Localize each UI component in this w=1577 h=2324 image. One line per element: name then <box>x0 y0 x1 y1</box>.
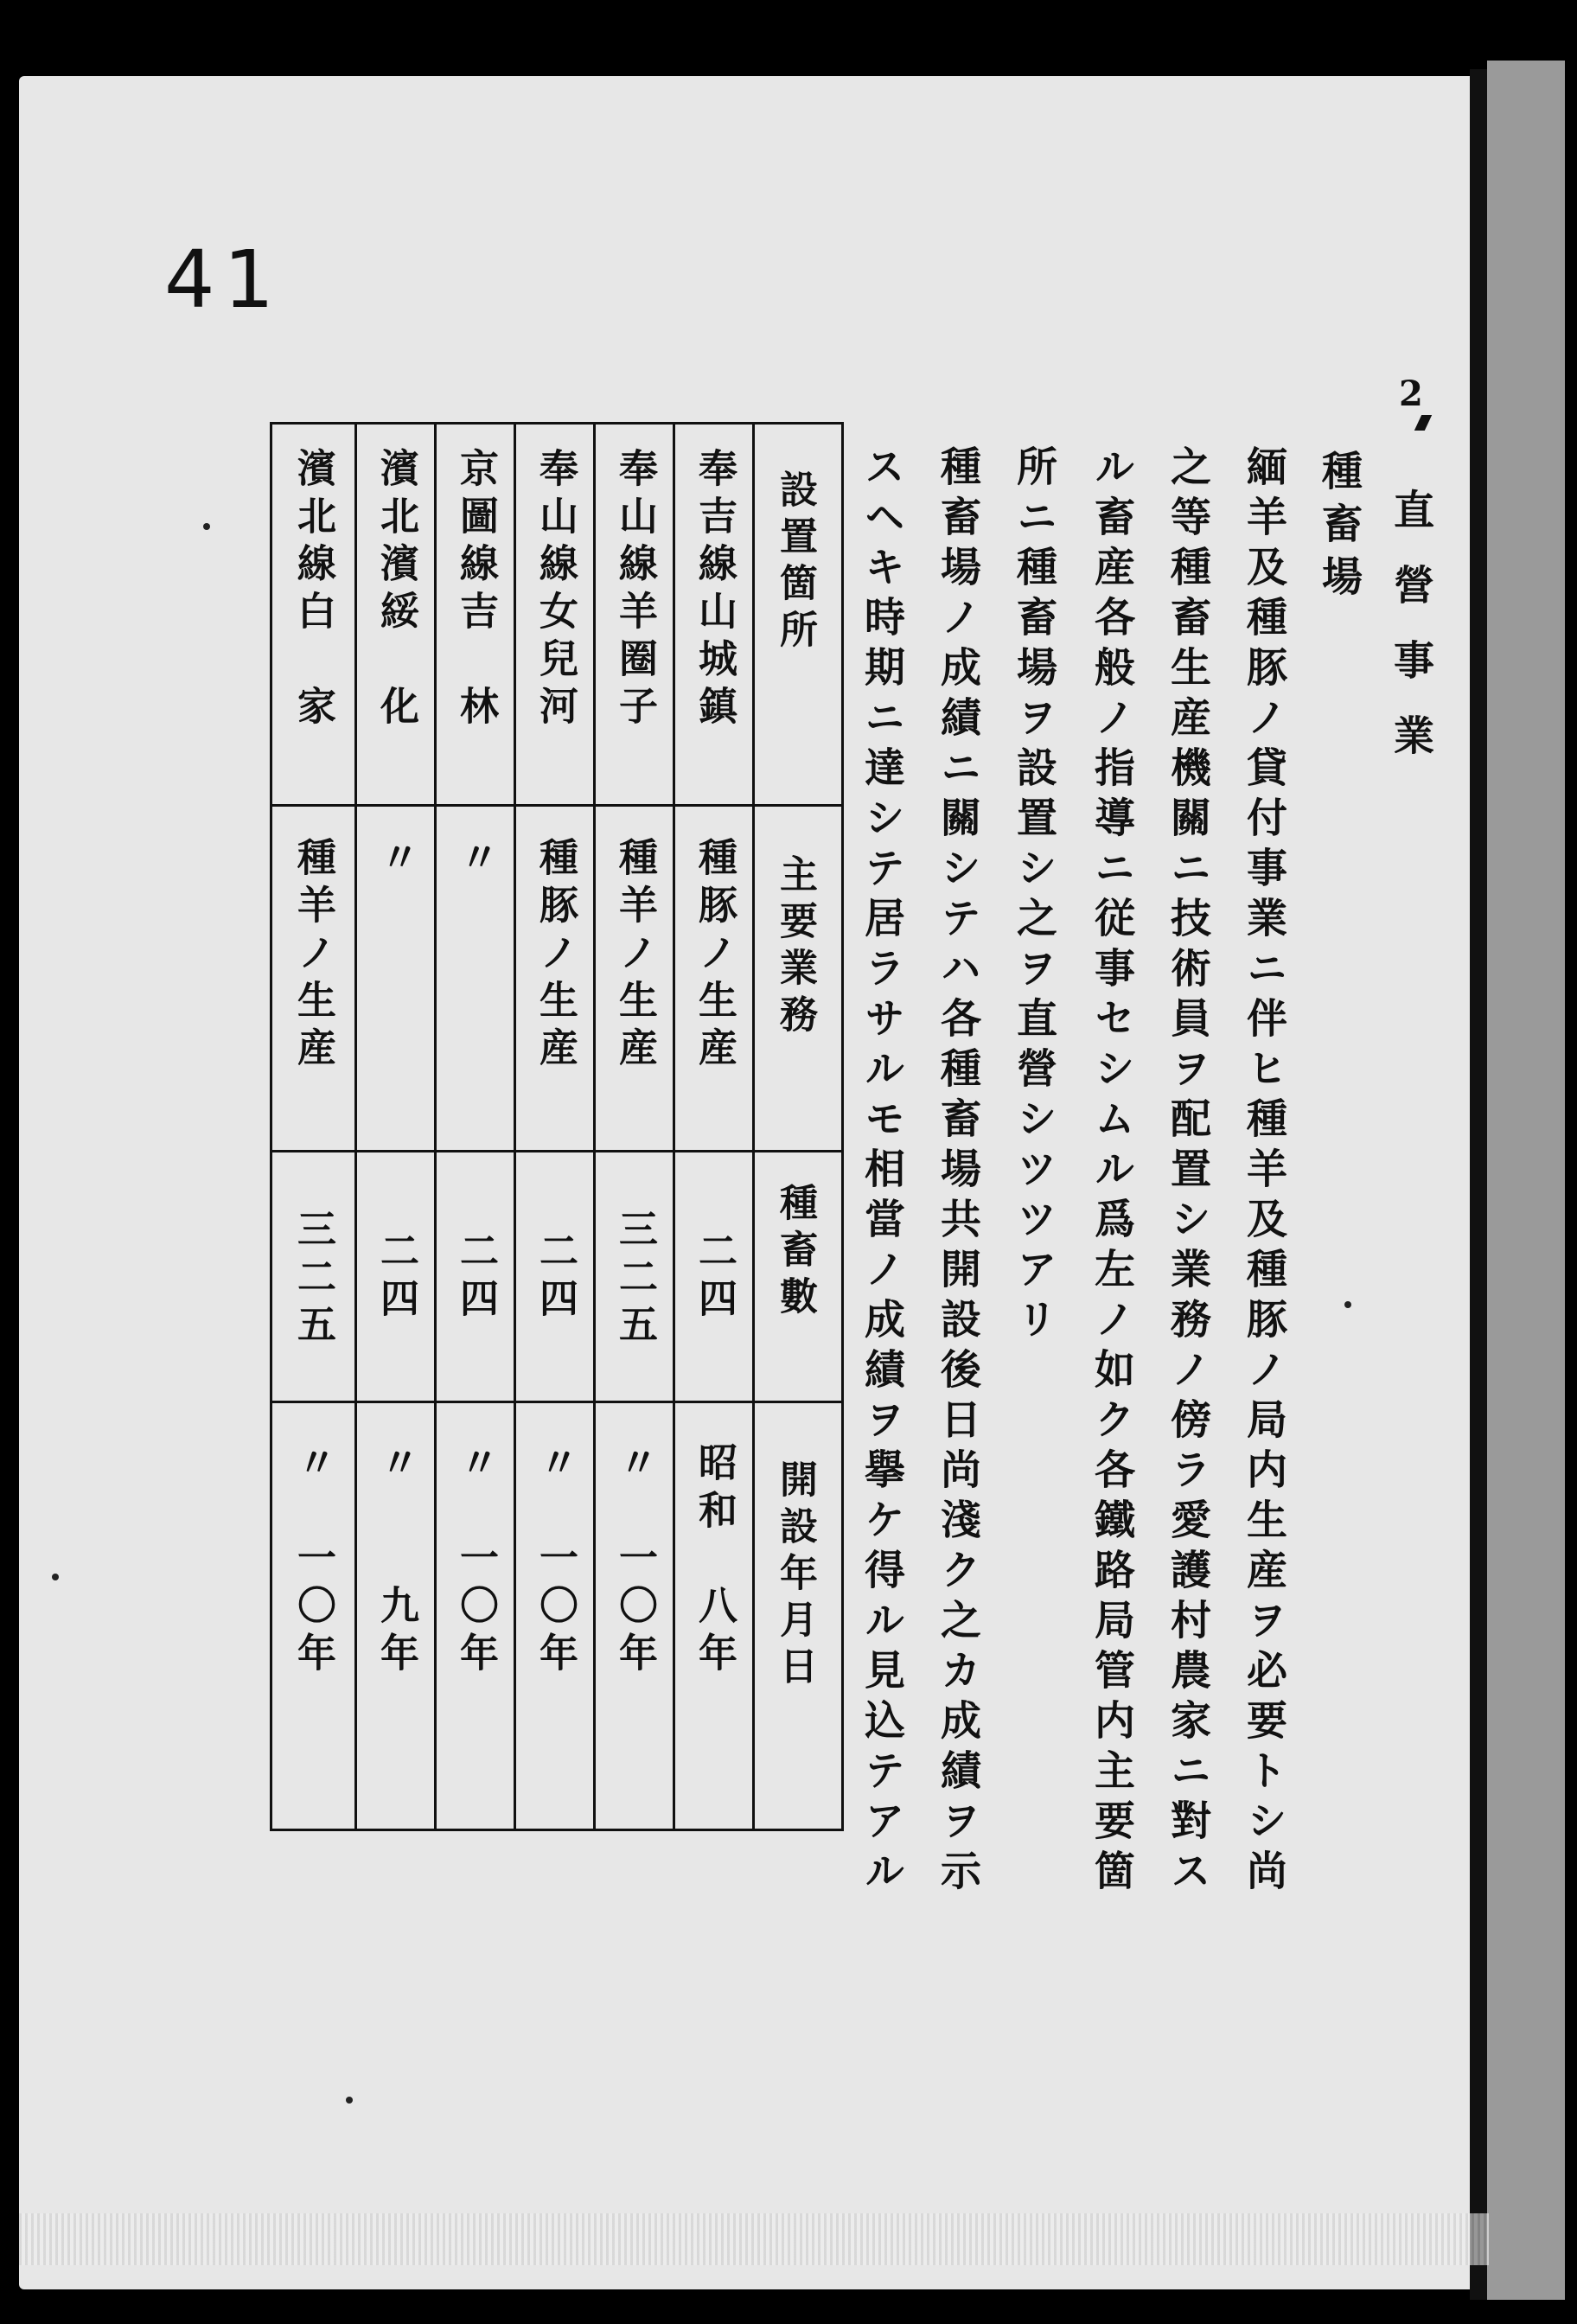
table-border <box>270 422 272 1831</box>
scan-speck <box>203 523 210 530</box>
table-divider <box>673 422 675 1831</box>
section-title: 直營事業 <box>1387 488 1434 789</box>
table-cell-count: 三二五 <box>612 1209 658 1351</box>
body-line: 緬羊及種豚ノ貸付事業ニ伴ヒ種羊及種豚ノ局内生産ヲ必要トシ尚 <box>1240 445 1287 1899</box>
table-cell-date: 〃 一〇年 <box>533 1442 578 1680</box>
scan-speck <box>1344 1301 1351 1308</box>
header-location: 設置箇所 <box>773 469 817 656</box>
table-cell-date: 〃 一〇年 <box>453 1442 499 1680</box>
table-cell-count: 二四 <box>692 1230 737 1325</box>
header-main-business: 主要業務 <box>773 854 817 1041</box>
table-cell-location: 濱北線白 家 <box>290 448 336 733</box>
table-cell-location: 奉吉線山城鎮 <box>692 448 737 733</box>
section-number: 2 <box>1399 374 1423 414</box>
table-cell-count: 二四 <box>374 1230 419 1325</box>
body-line: 種畜場ノ成績ニ關シテハ各種畜場共開設後日尚淺ク之カ成績ヲ示 <box>934 445 981 1899</box>
header-opening-date: 開設年月日 <box>773 1459 817 1693</box>
page-number: 41 <box>164 233 284 326</box>
body-line: スヘキ時期ニ達シテ居ラサルモ相當ノ成績ヲ擧ケ得ル見込テアル <box>858 445 905 1899</box>
table-divider <box>514 422 516 1831</box>
table-cell-location: 京圖線吉 林 <box>453 448 499 733</box>
header-stock-count: 種畜數 <box>773 1183 817 1323</box>
scan-noise <box>19 2213 1489 2265</box>
table-divider <box>354 422 357 1831</box>
body-line: 所ニ種畜場ヲ設置シ之ヲ直營シツツアリ <box>1010 445 1057 1348</box>
table-cell-business: 種豚ノ生産 <box>533 837 578 1075</box>
table-divider <box>593 422 596 1831</box>
table-divider <box>752 422 755 1831</box>
body-line: ル畜産各般ノ指導ニ従事セシムル爲左ノ如ク各鐵路局管内主要箇 <box>1088 445 1135 1899</box>
table-divider <box>434 422 437 1831</box>
table-cell-count: 三二五 <box>290 1209 336 1351</box>
table-cell-business: 〃 <box>374 837 419 884</box>
table-cell-business: 〃 <box>453 837 499 884</box>
page-edge-shadow <box>1470 69 1489 2300</box>
table-cell-date: 〃 一〇年 <box>290 1442 336 1680</box>
table-cell-date: 昭和 八年 <box>692 1442 737 1680</box>
table-cell-location: 奉山線女兒河 <box>533 448 578 733</box>
scan-speck <box>52 1574 59 1580</box>
table-cell-count: 二四 <box>453 1230 499 1325</box>
table-cell-business: 種豚ノ生産 <box>692 837 737 1075</box>
table-border <box>841 422 844 1831</box>
scan-speck <box>346 2097 353 2104</box>
table-cell-date: 〃 九年 <box>374 1442 419 1680</box>
body-line: 之等種畜生産機關ニ技術員ヲ配置シ業務ノ傍ラ愛護村農家ニ對ス <box>1164 445 1211 1899</box>
breeding-station-table <box>270 422 844 1831</box>
table-cell-date: 〃 一〇年 <box>612 1442 658 1680</box>
table-cell-location: 奉山線羊圈子 <box>612 448 658 733</box>
table-cell-count: 二四 <box>533 1230 578 1325</box>
table-cell-location: 濱北濱綏 化 <box>374 448 419 733</box>
table-cell-business: 種羊ノ生産 <box>612 837 658 1075</box>
subsection-title: 種畜場 <box>1315 450 1363 608</box>
page-edge <box>1487 61 1565 2300</box>
table-cell-business: 種羊ノ生産 <box>290 837 336 1075</box>
